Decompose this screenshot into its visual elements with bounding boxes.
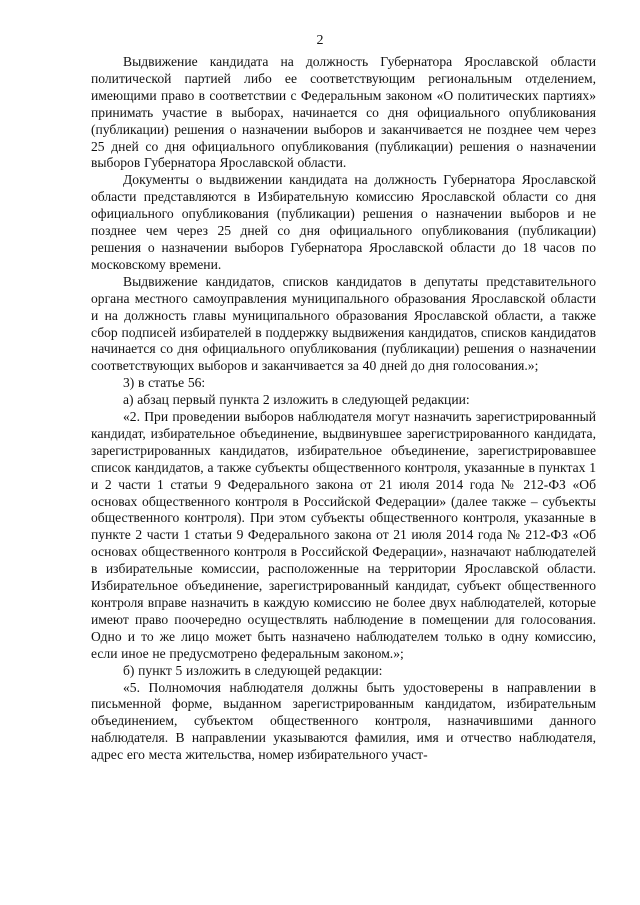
paragraph-municipal-nomination: Выдвижение кандидатов, списков кандидатов в депутаты представительного органа местного самоуправления муниципального образования Ярославской области и на должность главы муниципального образования Ярославской области, а также сбор подписей избирателей в поддержку выдвижения кандидатов, списков кандидатов начинается со дня официального опубликования (публикации) решения о назначении соответствующих выборов и заканчивается за 40 дней до дня голосования.»; <box>91 273 596 374</box>
paragraph-nomination-by-party: Выдвижение кандидата на должность Губернатора Ярославской области политической партией либо ее соответствующим региональным отделением, имеющими право в соответствии с Федеральным законом «О политических партиях» принимать участие в выборах, начинается со дня официального опубликования (публикации) решения о назначении выборов и заканчивается не позднее чем через 25 дней со дня официального опубликования (публикации) решения о назначении выборов Губернатора Ярославской области. <box>91 54 596 171</box>
paragraph-clause-2: «2. При проведении выборов наблюдателя могут назначить зарегистрированный кандидат, избирательное объединение, выдвинувшее зарегистрированного кандидата, зарегистрированных кандидатов, избирательное объединение, зарегистрировавшее список кандидатов, а также субъекты общественного контроля, указанные в пунктах 1 и 2 части 1 статьи 9 Федерального закона от 21 июля 2014 года № 212-ФЗ «Об основах общественного контроля в Российской Федерации» (далее также – субъекты общественного контроля). При этом субъекты общественного контроля, указанные в пункте 2 части 1 статьи 9 Федерального закона от 21 июля 2014 года № 212-ФЗ «Об основах общественного контроля в Российской Федерации», назначают наблюдателей в избирательные комиссии, расположенные на территории Ярославской области. Избирательное объединение, зарегистрированный кандидат, субъект общественного контроля вправе назначить в каждую комиссию не более двух наблюдателей, которые имеют право поочередно осуществлять наблюдение в помещении для голосования. Одно и то же лицо может быть назначено наблюдателем только в одну комиссию, если иное не предусмотрено федеральным законом.»; <box>91 409 596 661</box>
paragraph-subpoint-a: а) абзац первый пункта 2 изложить в следующей редакции: <box>123 392 470 408</box>
page-number: 2 <box>316 33 324 48</box>
paragraph-article-56: 3) в статье 56: <box>123 375 206 391</box>
paragraph-subpoint-b: б) пункт 5 изложить в следующей редакции: <box>123 662 383 678</box>
paragraph-clause-5: «5. Полномочия наблюдателя должны быть удостоверены в направлении в письменной форме, выданном зарегистрированным кандидатом, избирательным объединением, субъектом общественного контроля, назначившими данного наблюдателя. В направлении указываются фамилия, имя и отчество наблюдателя, адрес его места жительства, номер избирательного участ- <box>91 679 596 763</box>
document-body <box>91 54 596 764</box>
paragraph-nomination-documents: Документы о выдвижении кандидата на должность Губернатора Ярославской области представляются в Избирательную комиссию Ярославской области со дня официального опубликования (публикации) решения о назначении выборов и не позднее чем через 25 дней со дня официального опубликования (публикации) решения о назначении выборов Губернатора Ярославской области до 18 часов по московскому времени. <box>91 172 596 272</box>
